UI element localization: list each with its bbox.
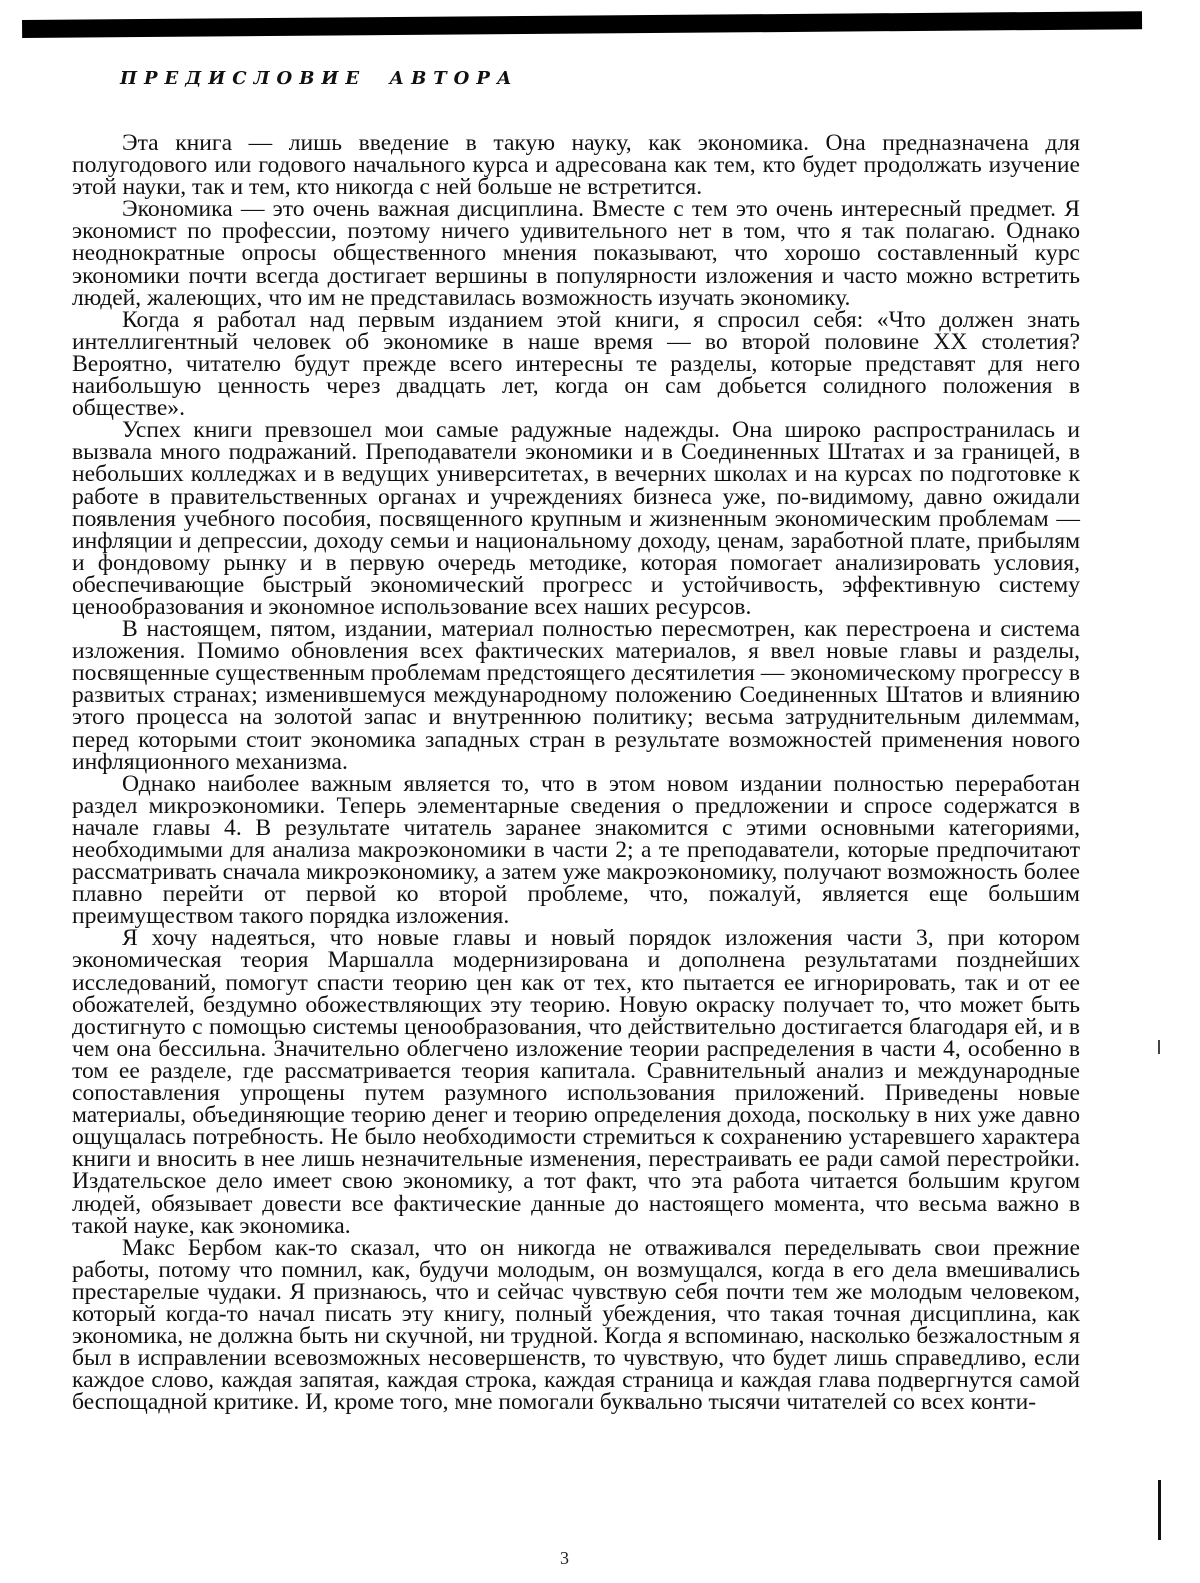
paragraph: Макс Бербом как-то сказал, что он никогда не отваживался переделывать свои прежние работы, потому что помнил, как, будучи молодым, он возмущался, когда в его дела вмешивались престарелые чудаки. Я признаюсь, что и сейчас чувствую себя почти тем же молодым человеком, который когда-то начал писать эту книгу, полный убеждения, что такая точная дисциплина, как экономика, не должна быть ни скучной, ни трудной. Когда я вспоминаю, насколько безжалостным я был в исправлении всевозможных несовершенств, то чувствую, что будет лишь справедливо, если каждое слово, каждая запятая, каждая строка, каждая страница и каждая глава подвергнутся самой беспощадной критике. И, кроме того, мне помогали буквально тысячи читателей со всех конти- bbox=[72, 1234, 1080, 1416]
top-rule bbox=[22, 11, 1142, 38]
paragraph: Я хочу надеяться, что новые главы и новый порядок изложения части 3, при котором экономическая теория Маршалла модернизирована и дополнена результатами позднейших исследований, помогут спасти теорию цен как от тех, кто пытается ее игнорировать, так и от ее обожателей, бездумно обожествляющих эту теорию. Новую окраску получает то, что может быть достигнуто с помощью системы ценообразования, что действительно достигается благодаря ей, и в чем она бессильна. Значительно облегчено изложение теории распределения в части 4, особенно в том ее разделе, где рассматривается теория капитала. Сравнительный анализ и международные сопоставления упрощены путем разумного использования приложений. Приведены новые материалы, объединяющие теорию денег и теорию определения дохода, поскольку в них уже давно ощущалась потребность. Не было необходимости стремиться к сохранению устаревшего характера книги и вносить в нее лишь незначительные изменения, перестраивать ее ради самой перестройки. Издательское дело имеет свою экономику, а тот факт, что эта работа читается большим кругом людей, обязывает довести все фактические данные до настоящего момента, что весьма важно в такой науке, как экономика. bbox=[72, 925, 1080, 1239]
paragraph: Экономика — это очень важная дисциплина. Вместе с тем это очень интересный предмет. Я экономист по профессии, поэтому ничего удивительного нет в том, что я так полагаю. Однако неоднократные опросы общественного мнения показывают, что хорошо составленный курс экономики почти всегда достигает вершины в популярности изложения и часто можно встретить людей, жалеющих, что им не представилась возможность изучать экономику. bbox=[72, 196, 1080, 311]
paragraph: В настоящем, пятом, издании, материал полностью пересмотрен, как перестроена и система изложения. Помимо обновления всех фактических материалов, я ввел новые главы и разделы, посвященные существенным проблемам предстоящего десятилетия — экономическому прогрессу в развитых странах; изменившемуся международному положению Соединенных Штатов и влиянию этого процесса на золотой запас и внутреннюю политику; весьма затруднительным дилеммам, перед которыми стоит экономика западных стран в результате возможностей применения нового инфляционного механизма. bbox=[72, 616, 1080, 775]
margin-mark bbox=[1158, 1480, 1161, 1540]
paragraph: Эта книга — лишь введение в такую науку, как экономика. Она предназначена для полугодового или годового начального курса и адресована как тем, кто будет продолжать изучение этой науки, так и тем, кто никогда с ней больше не встретится. bbox=[72, 130, 1080, 201]
paragraph: Однако наиболее важным является то, что в этом новом издании полностью переработан раздел микроэкономики. Теперь элементарные сведения о предложении и спросе содержатся в начале главы 4. В результате читатель заранее знакомится с этими основными категориями, необходимыми для анализа макроэкономики в части 2; а те преподаватели, которые предпочитают рассматривать сначала микроэкономику, а затем уже макроэкономику, получают возможность более плавно перейти от первой ко второй проблеме, что, пожалуй, является еще большим преимуществом такого порядка изложения. bbox=[72, 770, 1080, 930]
page-title: ПРЕДИСЛОВИЕ АВТОРА bbox=[120, 68, 519, 89]
paragraph: Успех книги превзошел мои самые радужные надежды. Она широко распространилась и вызвала много подражаний. Преподаватели экономики и в Соединенных Штатах и за границей, в небольших колледжах и в ведущих университетах, в вечерних школах и на курсах по подготовке к работе в правительственных органах и учреждениях бизнеса уже, по-видимому, давно ожидали появления учебного пособия, посвященного крупным и жизненным экономическим проблемам — инфляции и депрессии, доходу семьи и национальному доходу, ценам, заработной плате, прибылям и фондовому рынку и в первую очередь методике, которая помогает анализировать условия, обеспечивающие быстрый экономический прогресс и устойчивость, эффективную систему ценообразования и экономное использование всех наших ресурсов. bbox=[72, 417, 1080, 620]
paragraph: Когда я работал над первым изданием этой книги, я спросил себя: «Что должен знать интеллигентный человек об экономике в наше время — во второй половине XX столетия? Вероятно, читателю будут прежде всего интересны те разделы, которые представят для него наибольшую ценность через двадцать лет, когда он сам добьется солидного положения в обществе». bbox=[72, 306, 1080, 422]
margin-mark bbox=[1158, 1040, 1160, 1054]
body-text bbox=[72, 130, 1080, 1416]
page-number: 3 bbox=[560, 1548, 569, 1568]
